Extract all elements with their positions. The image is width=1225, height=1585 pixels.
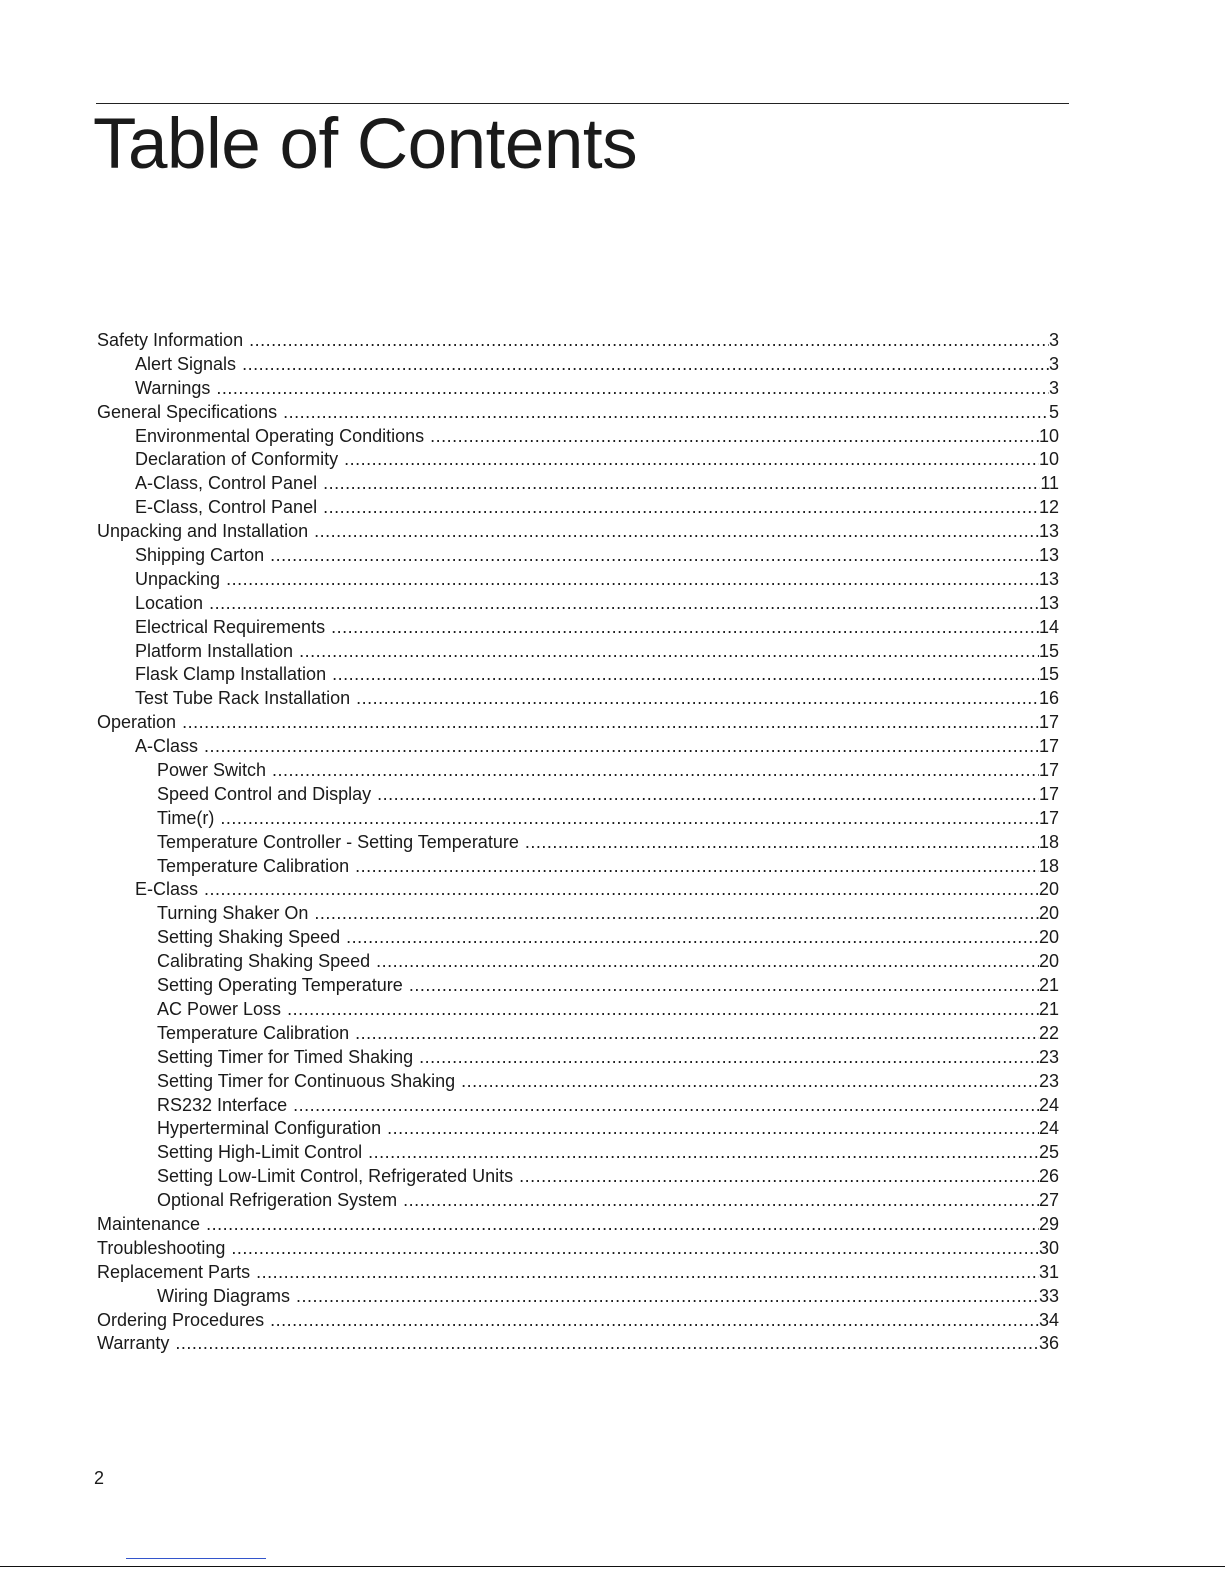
dot-leader (216, 377, 1049, 401)
toc-entry[interactable] (97, 568, 1059, 592)
dot-leader (323, 496, 1039, 520)
toc-entry-page: 33 (1038, 1285, 1059, 1306)
toc-entry-label: Speed Control and Display (157, 783, 372, 804)
toc-entry-label: Test Tube Rack Installation (135, 688, 351, 709)
toc-entry-label: Ordering Procedures (97, 1309, 265, 1330)
toc-entry[interactable] (97, 592, 1059, 616)
dot-leader (175, 1332, 1039, 1356)
dot-leader (206, 1213, 1039, 1237)
toc-entry-page: 5 (1048, 401, 1059, 422)
toc-entry-label: Location (135, 592, 204, 613)
dot-leader (331, 616, 1039, 640)
toc-entry-page: 13 (1038, 592, 1059, 613)
toc-entry[interactable] (97, 711, 1059, 735)
link-underline (126, 1558, 266, 1559)
page-number: 2 (94, 1468, 105, 1488)
toc-entry-page: 30 (1038, 1237, 1059, 1258)
toc-entry-label: Troubleshooting (97, 1237, 226, 1258)
dot-leader (332, 663, 1039, 687)
dot-leader (299, 640, 1039, 664)
toc-entry-page: 24 (1038, 1094, 1059, 1115)
toc-entry-label: RS232 Interface (157, 1094, 288, 1115)
toc-entry[interactable] (97, 1213, 1059, 1237)
toc-entry[interactable] (97, 902, 1059, 926)
toc-entry-label: Setting Low-Limit Control, Refrigerated Units (157, 1166, 514, 1187)
toc-entry-page: 25 (1038, 1142, 1059, 1163)
dot-leader (356, 687, 1039, 711)
toc-entry[interactable] (97, 663, 1059, 687)
toc-entry[interactable] (97, 520, 1059, 544)
dot-leader (323, 472, 1040, 496)
dot-leader (403, 1189, 1039, 1213)
toc-entry-page: 22 (1038, 1022, 1059, 1043)
toc-entry-page: 11 (1040, 473, 1059, 494)
toc-entry-page: 20 (1038, 879, 1059, 900)
toc-entry-page: 18 (1038, 855, 1059, 876)
toc-entry-label: Power Switch (157, 760, 267, 781)
toc-entry-page: 20 (1038, 903, 1059, 924)
toc-entry-page: 3 (1048, 330, 1059, 350)
toc-entry-label: A-Class (135, 736, 199, 757)
toc-entry-label: Environmental Operating Conditions (135, 425, 425, 446)
toc-entry-label: Unpacking and Installation (97, 521, 309, 542)
toc-entry-page: 21 (1038, 998, 1059, 1019)
toc-entry[interactable] (97, 926, 1059, 950)
toc-entry-label: Calibrating Shaking Speed (157, 951, 371, 972)
dot-leader (256, 1261, 1039, 1285)
toc-entry-label: Temperature Controller - Setting Temperature (157, 831, 519, 852)
dot-leader (368, 1141, 1039, 1165)
toc-entry-label: AC Power Loss (157, 998, 282, 1019)
toc-entry-page: 16 (1038, 688, 1059, 709)
toc-entry[interactable] (97, 1165, 1059, 1189)
toc-entry-page: 17 (1038, 712, 1059, 733)
toc-entry-page: 27 (1038, 1190, 1059, 1211)
toc-entry-label: Warranty (97, 1333, 170, 1354)
dot-leader (430, 425, 1039, 449)
toc-entry[interactable] (97, 687, 1059, 711)
toc-entry[interactable] (97, 544, 1059, 568)
toc-entry[interactable] (97, 878, 1059, 902)
dot-leader (314, 520, 1039, 544)
page-title: Table of Contents (93, 105, 638, 184)
dot-leader (287, 998, 1039, 1022)
toc-entry[interactable] (97, 950, 1059, 974)
toc-entry-label: Platform Installation (135, 640, 294, 661)
toc-entry-page: 31 (1038, 1261, 1059, 1282)
toc-entry[interactable] (97, 1022, 1059, 1046)
dot-leader (346, 926, 1039, 950)
toc-entry-label: Setting Timer for Continuous Shaking (157, 1070, 456, 1091)
toc-entry[interactable] (97, 1237, 1059, 1261)
dot-leader (182, 711, 1039, 735)
toc-entry[interactable] (97, 353, 1059, 377)
toc-entry[interactable] (97, 1332, 1059, 1356)
toc-entry-page: 13 (1038, 545, 1059, 566)
toc-entry-page: 15 (1038, 664, 1059, 685)
toc-entry-page: 3 (1048, 377, 1059, 398)
dot-leader (296, 1285, 1039, 1309)
toc-entry-page: 20 (1038, 951, 1059, 972)
toc-entry[interactable] (97, 472, 1059, 496)
dot-leader (242, 353, 1049, 377)
toc-entry-page: 34 (1038, 1309, 1059, 1330)
dot-leader (461, 1070, 1039, 1094)
toc-entry[interactable] (97, 425, 1059, 449)
dot-leader (344, 448, 1039, 472)
toc-entry-page: 17 (1038, 760, 1059, 781)
toc-entry[interactable] (97, 640, 1059, 664)
toc-entry[interactable] (97, 1189, 1059, 1213)
toc-entry-label: Temperature Calibration (157, 1022, 350, 1043)
toc-entry[interactable] (97, 831, 1059, 855)
toc-entry-page: 14 (1038, 616, 1059, 637)
toc-entry-label: Declaration of Conformity (135, 449, 339, 470)
toc-entry[interactable] (97, 855, 1059, 879)
toc-entry[interactable] (97, 329, 1059, 353)
toc-entry[interactable] (97, 759, 1059, 783)
dot-leader (525, 831, 1039, 855)
dot-leader (220, 807, 1039, 831)
dot-leader (376, 950, 1039, 974)
dot-leader (226, 568, 1039, 592)
toc-entry-label: Time(r) (157, 807, 215, 828)
toc-entry[interactable] (97, 377, 1059, 401)
toc-entry-page: 23 (1038, 1046, 1059, 1067)
toc-entry-page: 20 (1038, 927, 1059, 948)
footer-rule (0, 1566, 1225, 1567)
toc-entry-page: 17 (1038, 783, 1059, 804)
toc-entry[interactable] (97, 1046, 1059, 1070)
dot-leader (419, 1046, 1039, 1070)
toc-entry-label: Setting Operating Temperature (157, 975, 403, 996)
dot-leader (377, 783, 1039, 807)
dot-leader (204, 735, 1039, 759)
dot-leader (204, 878, 1039, 902)
toc-entry-page: 15 (1038, 640, 1059, 661)
toc-entry-page: 26 (1038, 1166, 1059, 1187)
toc-entry-page: 18 (1038, 831, 1059, 852)
toc-entry[interactable] (97, 1285, 1059, 1309)
dot-leader (314, 902, 1039, 926)
toc-entry-label: E-Class (135, 879, 199, 900)
dot-leader (519, 1165, 1039, 1189)
dot-leader (387, 1117, 1039, 1141)
toc-entry-label: Wiring Diagrams (157, 1285, 291, 1306)
toc-entry-page: 21 (1038, 975, 1059, 996)
dot-leader (270, 1309, 1039, 1333)
dot-leader (409, 974, 1039, 998)
dot-leader (231, 1237, 1039, 1261)
toc-entry-label: E-Class, Control Panel (135, 497, 318, 518)
toc-entry-label: Optional Refrigeration System (157, 1190, 398, 1211)
dot-leader (249, 329, 1049, 353)
toc-entry-label: Hyperterminal Configuration (157, 1118, 382, 1139)
toc-entry-page: 3 (1048, 353, 1059, 374)
toc-entry-page: 17 (1038, 736, 1059, 757)
toc-entry-page: 13 (1038, 521, 1059, 542)
toc-entry-label: Maintenance (97, 1213, 201, 1234)
toc-entry-label: Unpacking (135, 568, 221, 589)
toc-entry[interactable] (97, 1141, 1059, 1165)
toc-entry-page: 24 (1038, 1118, 1059, 1139)
toc-entry[interactable] (97, 616, 1059, 640)
dot-leader (209, 592, 1039, 616)
toc-entry-page: 36 (1038, 1333, 1059, 1354)
toc-entry-page: 29 (1038, 1213, 1059, 1234)
dot-leader (283, 401, 1049, 425)
dot-leader (355, 855, 1039, 879)
dot-leader (272, 759, 1039, 783)
table-of-contents (97, 329, 1059, 1356)
toc-entry[interactable] (97, 448, 1059, 472)
toc-entry-page: 12 (1038, 497, 1059, 518)
toc-entry[interactable] (97, 998, 1059, 1022)
toc-entry-page: 17 (1038, 807, 1059, 828)
toc-entry-label: Setting Shaking Speed (157, 927, 341, 948)
dot-leader (270, 544, 1039, 568)
toc-entry[interactable] (97, 735, 1059, 759)
toc-entry-page: 13 (1038, 568, 1059, 589)
dot-leader (355, 1022, 1039, 1046)
toc-entry-page: 23 (1038, 1070, 1059, 1091)
toc-entry-label: Safety Information (97, 330, 244, 350)
toc-entry-label: Setting High-Limit Control (157, 1142, 363, 1163)
dot-leader (293, 1094, 1039, 1118)
toc-entry-page: 10 (1038, 449, 1059, 470)
toc-entry[interactable] (97, 807, 1059, 831)
toc-entry[interactable] (97, 1070, 1059, 1094)
toc-entry[interactable] (97, 783, 1059, 807)
toc-entry-label: A-Class, Control Panel (135, 473, 318, 494)
toc-entry-label: Setting Timer for Timed Shaking (157, 1046, 414, 1067)
toc-entry-label: Temperature Calibration (157, 855, 350, 876)
toc-entry[interactable] (97, 1309, 1059, 1333)
toc-entry-label: Operation (97, 712, 177, 733)
toc-entry-label: Flask Clamp Installation (135, 664, 327, 685)
toc-entry[interactable] (97, 1261, 1059, 1285)
toc-entry[interactable] (97, 401, 1059, 425)
toc-entry[interactable] (97, 1094, 1059, 1118)
toc-entry[interactable] (97, 1117, 1059, 1141)
toc-entry-page: 10 (1038, 425, 1059, 446)
toc-entry-label: Shipping Carton (135, 545, 265, 566)
toc-entry[interactable] (97, 496, 1059, 520)
toc-entry[interactable] (97, 974, 1059, 998)
toc-entry-label: General Specifications (97, 401, 278, 422)
toc-entry-label: Electrical Requirements (135, 616, 326, 637)
toc-entry-label: Warnings (135, 377, 211, 398)
toc-entry-label: Replacement Parts (97, 1261, 251, 1282)
toc-entry-label: Alert Signals (135, 353, 237, 374)
header-rule (96, 103, 1069, 104)
toc-entry-label: Turning Shaker On (157, 903, 309, 924)
